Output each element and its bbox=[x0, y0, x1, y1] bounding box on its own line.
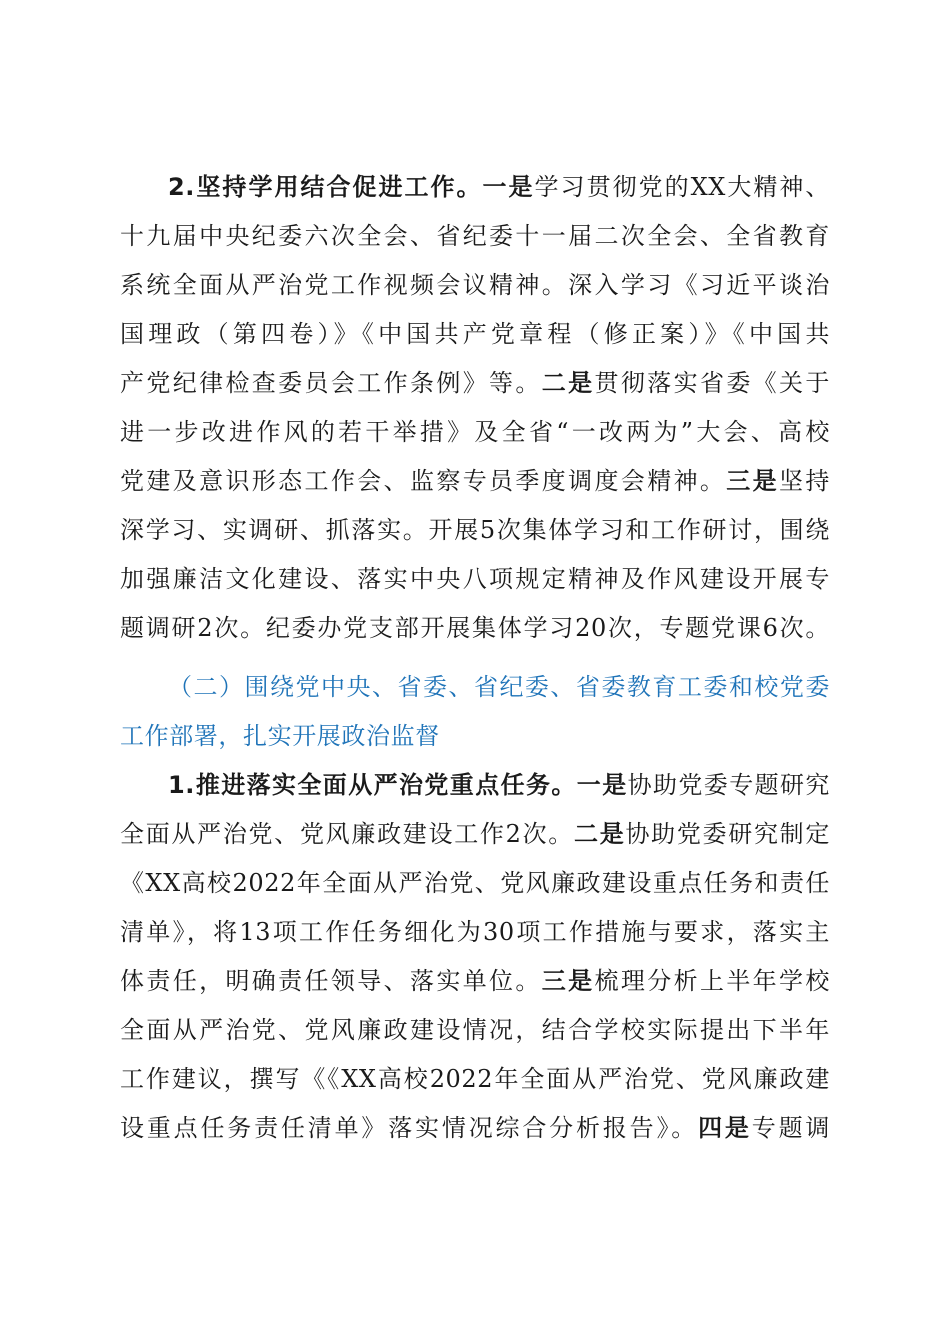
text-run: 体责任，明确责任领导、落实单位。 bbox=[120, 967, 542, 995]
item-marker: 二是 bbox=[541, 369, 595, 397]
item-marker: 一是 bbox=[576, 771, 628, 799]
text-run: 设重点任务责任清单》落实情况综合分析报告》。 bbox=[120, 1114, 699, 1142]
paragraph-line: 系统全面从严治党工作视频会议精神。深入学习《习近平谈治 bbox=[120, 271, 830, 299]
paragraph-line: 加强廉洁文化建设、落实中央八项规定精神及作风建设开展专 bbox=[120, 565, 830, 593]
text-run: 产党纪律检查委员会工作条例》等。 bbox=[120, 369, 542, 397]
paragraph-line bbox=[120, 1104, 830, 1153]
paragraph-line: 全面从严治党、党风廉政建设情况，结合学校实际提出下半年 bbox=[120, 1016, 830, 1044]
text-run: 全面从严治党、党风廉政建设工作2次。 bbox=[120, 820, 575, 848]
section-heading: （二）围绕党中央、省委、省纪委、省委教育工委和校党委 bbox=[168, 673, 830, 701]
section-heading: 工作部署，扎实开展政治监督 bbox=[120, 722, 440, 750]
item-marker: 四是 bbox=[698, 1114, 752, 1142]
paragraph-line: 国理政（第四卷）》《中国共产党章程（修正案）》《中国共 bbox=[120, 320, 830, 348]
item-marker: 三是 bbox=[541, 967, 595, 995]
text-run: 梳理分析上半年学校 bbox=[594, 967, 830, 995]
text-run: 协助党委专题研究 bbox=[627, 771, 830, 799]
paragraph-line bbox=[120, 359, 830, 408]
item-marker: 一是 bbox=[482, 173, 535, 201]
paragraph-line: 清单》，将13项工作任务细化为30项工作措施与要求，落实主 bbox=[120, 918, 830, 946]
paragraph-line: 工作建议，撰写《《XX高校2022年全面从严治党、党风廉政建 bbox=[120, 1065, 830, 1093]
text-run: 贯彻落实省委《关于 bbox=[594, 369, 830, 397]
item-marker: 三是 bbox=[726, 467, 780, 495]
item-marker: 二是 bbox=[574, 820, 626, 848]
text-run: 学习贯彻党的XX大精神、 bbox=[534, 173, 830, 201]
paragraph-line bbox=[120, 957, 830, 1006]
text-run: 党建及意识形态工作会、监察专员季度调度会精神。 bbox=[120, 467, 727, 495]
paragraph-line: 深学习、实调研、抓落实。开展5次集体学习和工作研讨，围绕 bbox=[120, 516, 830, 544]
item-title: 2.坚持学用结合促进工作。 bbox=[168, 173, 483, 201]
text-run: 坚持 bbox=[779, 467, 830, 495]
text-run: 协助党委研究制定 bbox=[625, 820, 830, 848]
item-title: 1.推进落实全面从严治党重点任务。 bbox=[168, 771, 577, 799]
paragraph-line bbox=[168, 761, 830, 810]
paragraph-line bbox=[120, 457, 830, 506]
paragraph-line: 题调研2次。纪委办党支部开展集体学习20次，专题党课6次。 bbox=[120, 614, 830, 642]
paragraph-line bbox=[120, 810, 830, 859]
paragraph-line: 十九届中央纪委六次全会、省纪委十一届二次全会、全省教育 bbox=[120, 222, 830, 250]
text-run: 专题调 bbox=[751, 1114, 830, 1142]
paragraph-line bbox=[168, 163, 830, 212]
paragraph-line: 《XX高校2022年全面从严治党、党风廉政建设重点任务和责任 bbox=[120, 869, 830, 897]
paragraph-line: 进一步改进作风的若干举措》及全省“一改两为”大会、高校 bbox=[120, 418, 830, 446]
